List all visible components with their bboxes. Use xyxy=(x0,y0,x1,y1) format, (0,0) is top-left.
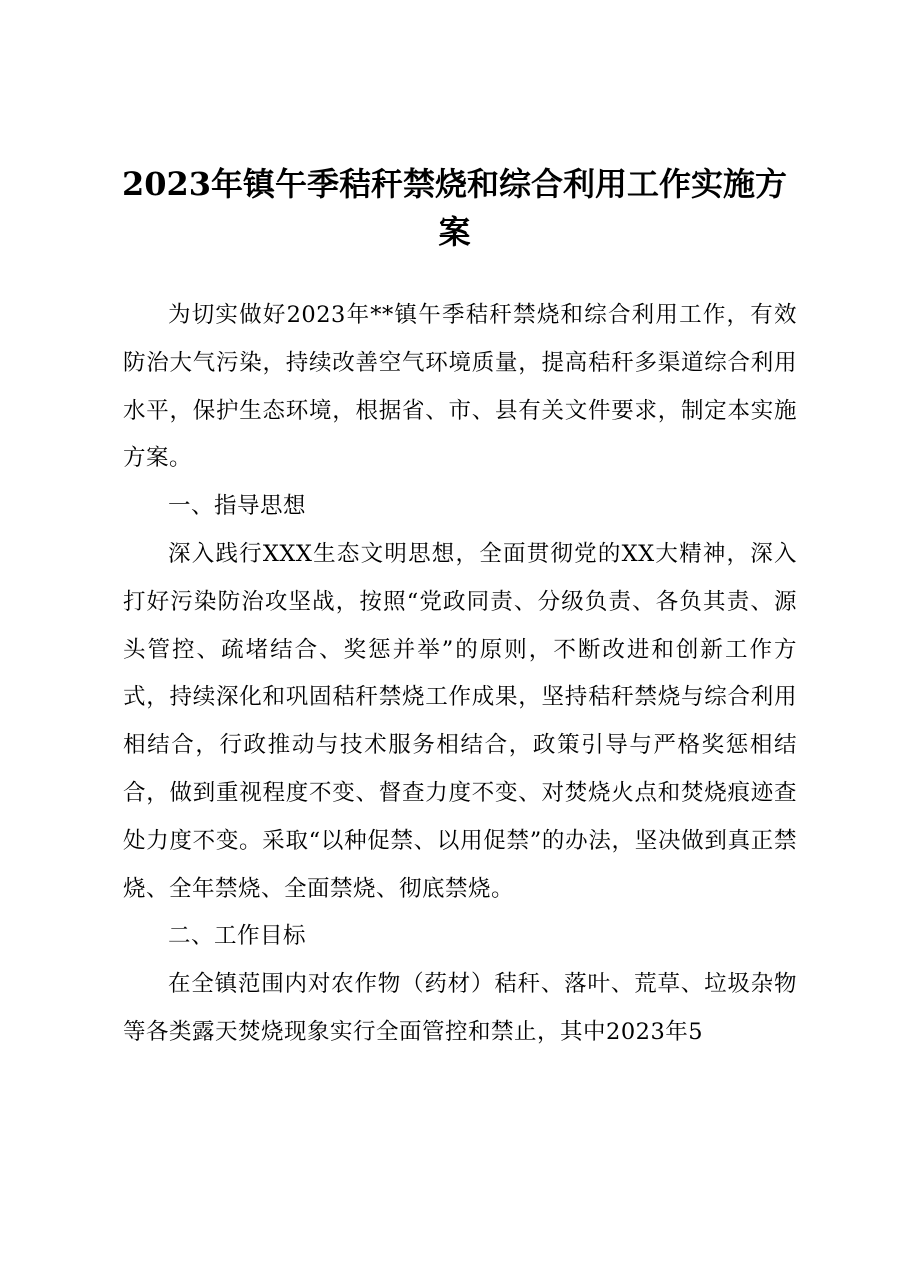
document-title: 2023年镇午季秸秆禁烧和综合利用工作实施方案 xyxy=(121,165,788,251)
guiding-ideology-paragraph: 深入践行XXX生态文明思想，全面贯彻党的XX大精神，深入打好污染防治攻坚战，按照“党政同责、分级负责、各负其责、源头管控、疏堵结合、奖惩并举”的原则，不断改进和创新工作方式，持续深化和巩固秸秆禁烧工作成果，坚持秸秆禁烧与综合利用相结合，行政推动与技术服务相结合，政策引导与严格奖惩相结合，做到重视程度不变、督查力度不变、对焚烧火点和焚烧痕迹查处力度不变。采取“以种促禁、以用促禁”的办法，坚决做到真正禁烧、全年禁烧、全面禁烧、彻底禁烧。 xyxy=(123,540,797,902)
section-heading-work-goals: 二、工作目标 xyxy=(168,923,307,950)
document-body xyxy=(123,292,797,1057)
intro-paragraph: 为切实做好2023年**镇午季秸秆禁烧和综合利用工作，有效防治大气污染，持续改善空气环境质量，提高秸秆多渠道综合利用水平，保护生态环境，根据省、市、县有关文件要求，制定本实施方案。 xyxy=(123,302,797,472)
section-heading-guiding-ideology: 一、指导思想 xyxy=(168,493,307,520)
work-goals-paragraph: 在全镇范围内对农作物（药材）秸秆、落叶、荒草、垃圾杂物等各类露天焚烧现象实行全面管控和禁止，其中2023年5 xyxy=(123,971,797,1045)
